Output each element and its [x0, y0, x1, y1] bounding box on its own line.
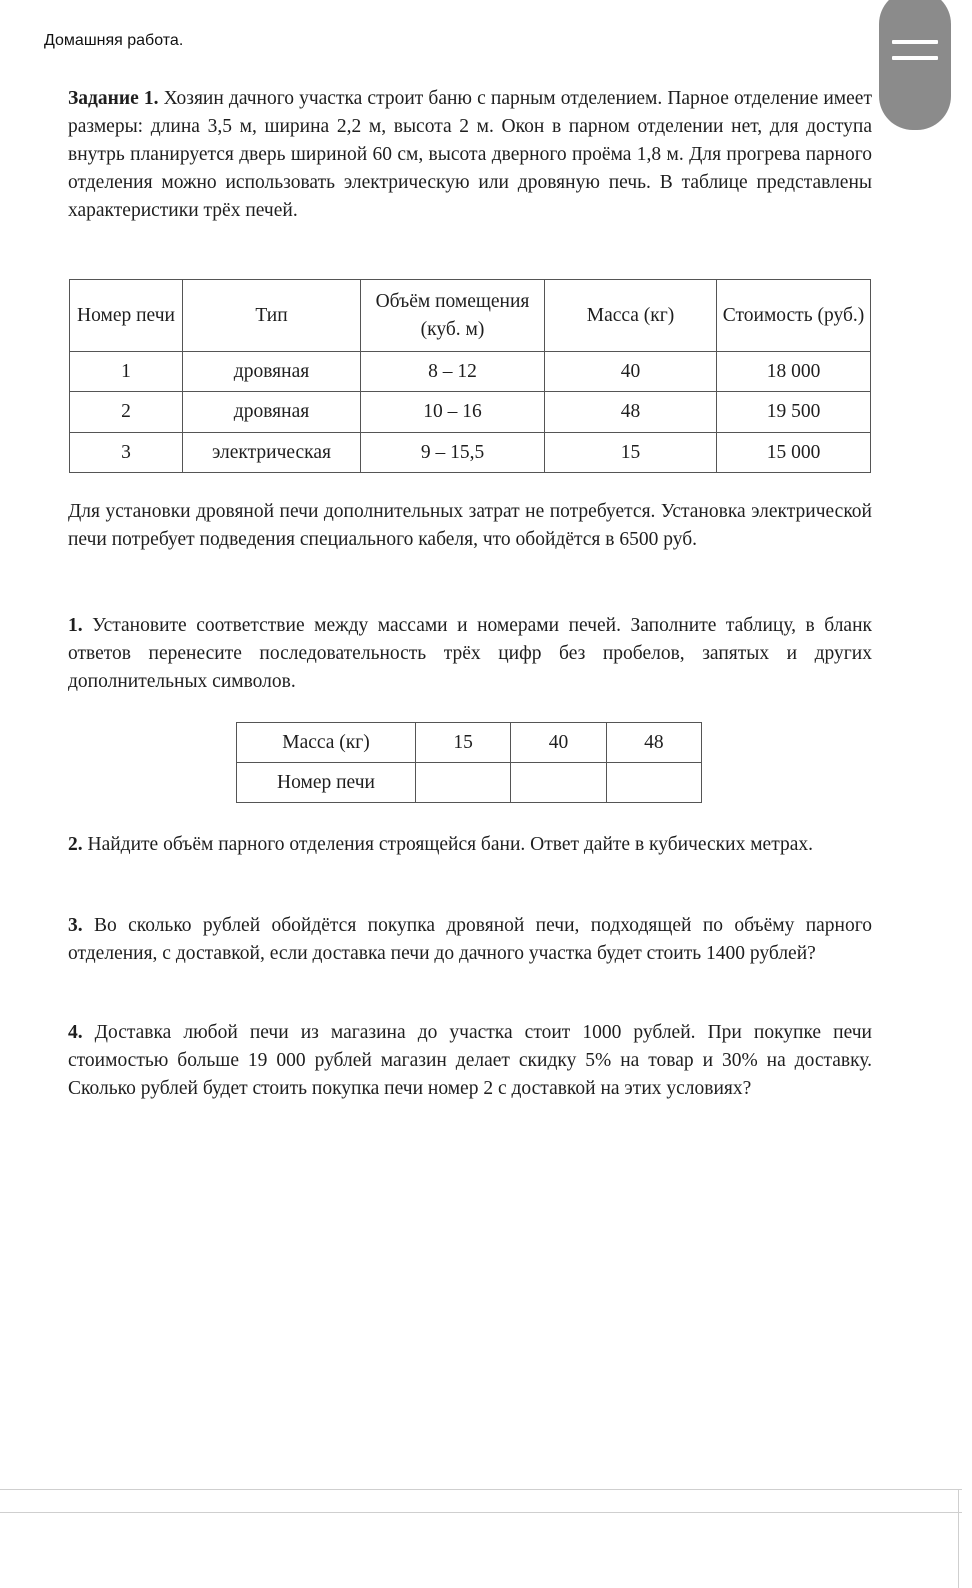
table-cell: 15	[545, 433, 717, 473]
question-number: 4.	[68, 1022, 83, 1043]
footer-divider	[0, 1512, 962, 1513]
task-label: Задание 1.	[68, 88, 159, 109]
table-cell: 8 – 12	[361, 352, 545, 392]
scroll-handle[interactable]	[879, 0, 951, 130]
table-header-cell: Номер печи	[70, 280, 183, 352]
table-cell: электрическая	[183, 433, 361, 473]
footer-divider	[0, 1489, 962, 1490]
table-row	[237, 723, 702, 763]
table-header-row	[70, 280, 871, 352]
question-text: Во сколько рублей обойдётся покупка дровяной печи, подходящей по объёму парного отделения, с доставкой, если доставка печи до дачного участка будет стоить 1400 рублей?	[68, 915, 872, 964]
table-cell: 40	[545, 352, 717, 392]
table-row	[70, 392, 871, 433]
installation-note-text: Для установки дровяной печи дополнительных затрат не потребуется. Установка электрической печи потребует подведения специального кабеля, что обойдётся в 6500 руб.	[68, 501, 872, 550]
table-cell: 2	[70, 392, 183, 433]
task-intro	[68, 85, 872, 225]
table-header-cell: Масса (кг)	[545, 280, 717, 352]
table-cell: 10 – 16	[361, 392, 545, 433]
table-cell: 3	[70, 433, 183, 473]
question-3	[68, 912, 872, 968]
table-header-cell: Стоимость (руб.)	[717, 280, 871, 352]
table-header-cell: Объём помещения (куб. м)	[361, 280, 545, 352]
answer-cell[interactable]	[606, 763, 701, 803]
question-text: Установите соответствие между массами и номерами печей. Заполните таблицу, в бланк ответов перенесите последовательность трёх цифр без пробелов, запятых и других дополнительных символов.	[68, 615, 872, 692]
question-4	[68, 1019, 872, 1103]
table-cell: 19 500	[717, 392, 871, 433]
table-cell: 15 000	[717, 433, 871, 473]
answer-table	[236, 722, 702, 803]
table-cell: 48	[606, 723, 701, 763]
table-row	[237, 763, 702, 803]
question-number: 2.	[68, 834, 83, 855]
table-header-cell: Тип	[183, 280, 361, 352]
answer-cell[interactable]	[511, 763, 606, 803]
table-cell: 1	[70, 352, 183, 392]
table-cell: 9 – 15,5	[361, 433, 545, 473]
table-row	[70, 352, 871, 392]
table-cell: 15	[416, 723, 511, 763]
answer-cell[interactable]	[416, 763, 511, 803]
table-cell: дровяная	[183, 392, 361, 433]
stove-characteristics-table	[69, 279, 871, 473]
page-header-title: Домашняя работа.	[44, 32, 184, 49]
grip-line-icon	[892, 40, 938, 44]
question-number: 3.	[68, 915, 83, 936]
question-2	[68, 831, 872, 859]
question-text: Доставка любой печи из магазина до участка стоит 1000 рублей. При покупке печи стоимостью больше 19 000 рублей магазин делает скидку 5% на товар и 30% на доставку. Сколько рублей будет стоить покупка печи номер 2 с доставкой на этих условиях?	[68, 1022, 872, 1099]
question-number: 1.	[68, 615, 83, 636]
table-cell: Номер печи	[237, 763, 416, 803]
table-cell: 40	[511, 723, 606, 763]
grip-line-icon	[892, 56, 938, 60]
footer-divider	[958, 1490, 959, 1588]
table-cell: Масса (кг)	[237, 723, 416, 763]
table-cell: 48	[545, 392, 717, 433]
task-intro-text: Хозяин дачного участка строит баню с парным отделением. Парное отделение имеет размеры: длина 3,5 м, ширина 2,2 м, высота 2 м. Окон в парном отделении нет, для доступа внутрь планируется дверь шириной 60 см, высота дверного проёма 1,8 м. Для прогрева парного отделения можно использовать электрическую или дровяную печь. В таблице представлены характеристики трёх печей.	[68, 88, 872, 221]
question-1	[68, 612, 872, 696]
table-cell: 18 000	[717, 352, 871, 392]
installation-note	[68, 498, 872, 554]
question-text: Найдите объём парного отделения строящейся бани. Ответ дайте в кубических метрах.	[82, 834, 813, 855]
table-row	[70, 433, 871, 473]
table-cell: дровяная	[183, 352, 361, 392]
